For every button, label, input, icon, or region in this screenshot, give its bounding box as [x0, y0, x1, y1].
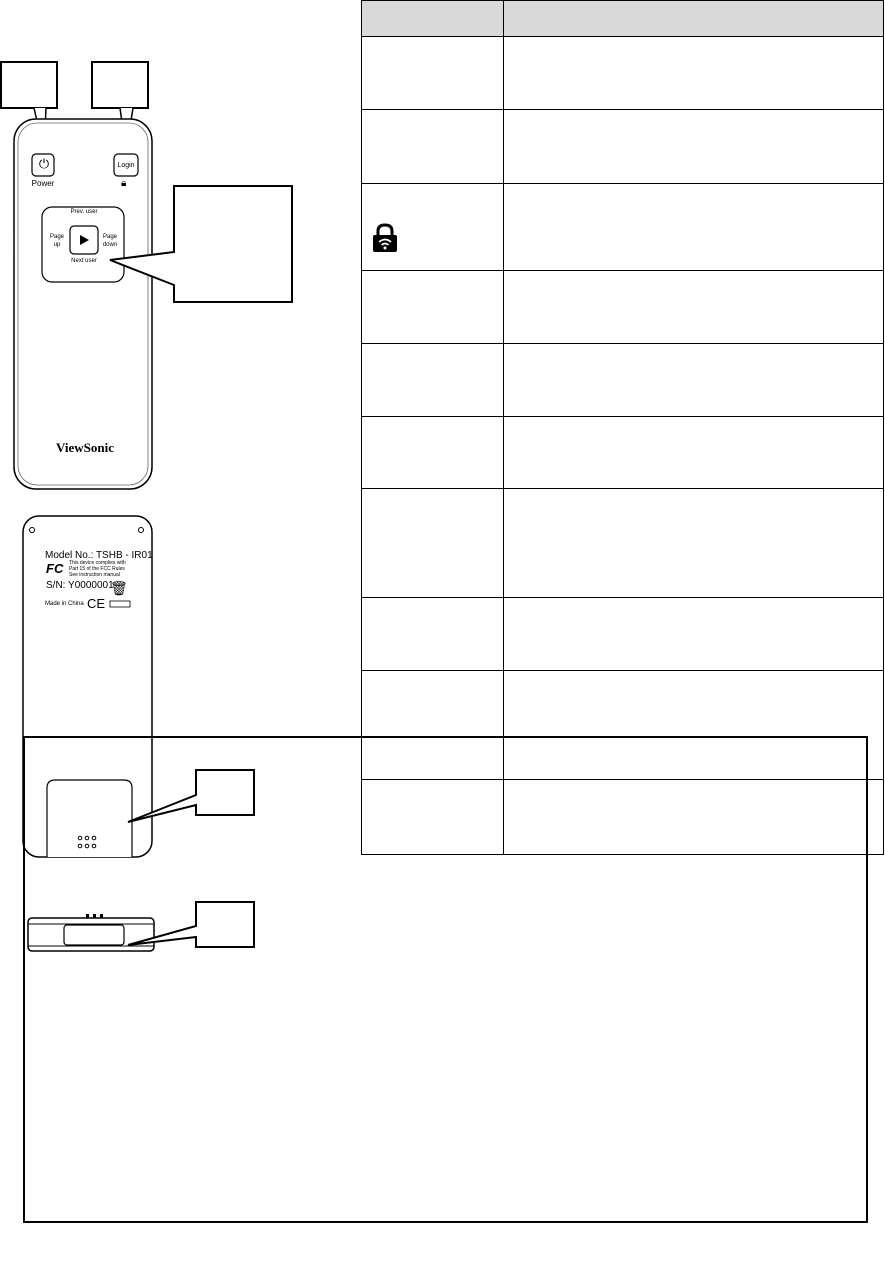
- notice-box: [23, 736, 868, 1223]
- play-icon[interactable]: [70, 226, 98, 254]
- lock-icon: 🔒︎: [121, 178, 127, 189]
- made-in: Made in China: [45, 601, 84, 607]
- table-header-cell-1: [362, 1, 504, 37]
- fcc-logo: FC: [46, 561, 64, 576]
- power-label: Power: [31, 179, 55, 188]
- spec-table: [361, 0, 884, 855]
- table-row: [362, 271, 884, 344]
- model-number: Model No.: TSHB - IR01: [45, 550, 153, 561]
- prev-user-label: Prev. user: [70, 209, 98, 215]
- power-icon[interactable]: ⏻: [38, 156, 50, 171]
- login-button-label[interactable]: Login: [117, 162, 135, 169]
- table-header-cell-2: [504, 1, 884, 37]
- table-row: [362, 598, 884, 671]
- page-up-label: Page up: [49, 234, 64, 248]
- brand-logo: ViewSonic: [55, 440, 115, 455]
- fcc-text-2: Part 15 of the FCC Rules: [69, 566, 125, 572]
- table-header-row: [362, 1, 884, 37]
- fcc-text-1: This device complies with: [69, 560, 126, 566]
- table-row: [362, 344, 884, 417]
- trash-bin-crossed-icon: 🗑︎: [110, 580, 128, 596]
- table-row: [362, 184, 884, 271]
- remote-front-illustration: [0, 55, 300, 495]
- fcc-text-3: See instruction manual: [69, 572, 120, 578]
- table-row: [362, 489, 884, 598]
- table-row: [362, 37, 884, 110]
- next-user-label: Next user: [71, 258, 97, 264]
- page-down-label: Page down: [102, 234, 118, 248]
- table-row: [362, 417, 884, 489]
- table-row: [362, 110, 884, 184]
- lock-wireless-icon: [372, 223, 398, 253]
- serial-number: S/N: Y0000001: [46, 580, 114, 591]
- ce-logo: CE: [87, 596, 106, 611]
